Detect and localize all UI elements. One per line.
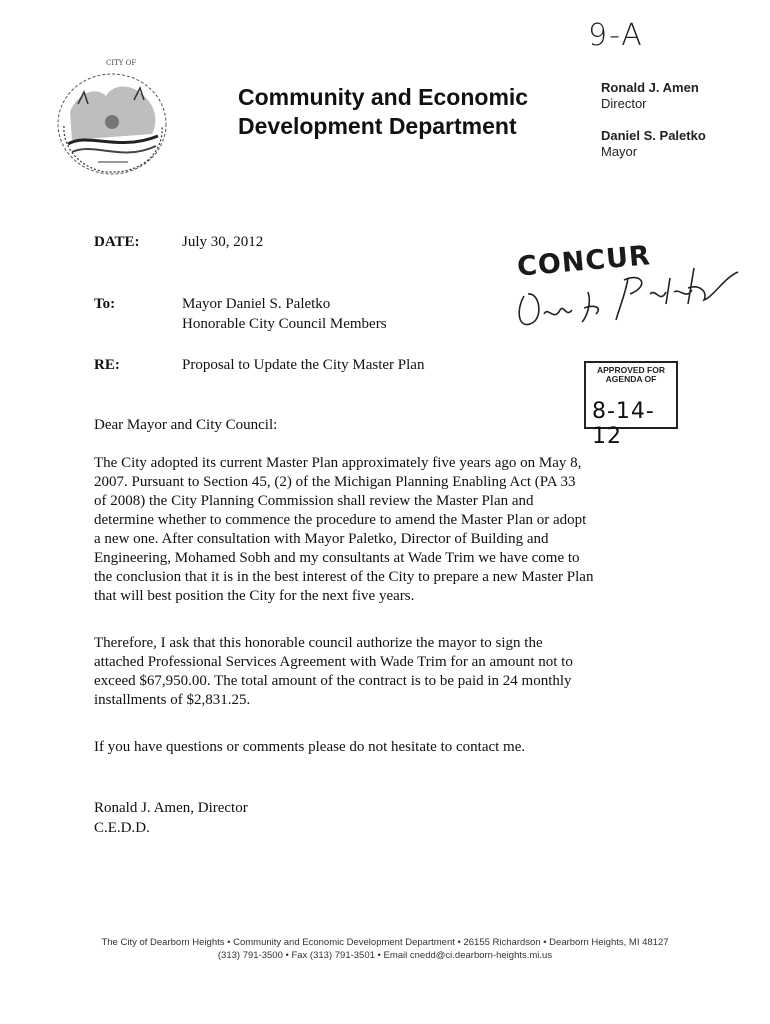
- closing-name: Ronald J. Amen, Director: [94, 800, 248, 816]
- paragraph-authorization: [94, 634, 694, 710]
- paragraph-line: Engineering, Mohamed Sobh and my consultants at Wade Trim we have come to: [94, 550, 580, 566]
- mayor-signature-icon: [510, 248, 750, 338]
- date-label: DATE:: [94, 234, 140, 250]
- to-line-council: Honorable City Council Members: [182, 316, 387, 332]
- approved-for-agenda-stamp: [584, 361, 678, 449]
- paragraph-contact: If you have questions or comments please do not hesitate to contact me.: [94, 739, 526, 755]
- paragraph-line: exceed $67,950.00. The total amount of the contract is to be paid in 24 monthly: [94, 673, 572, 689]
- closing-block: [94, 798, 248, 838]
- officials-block: [601, 80, 706, 160]
- approved-label-line2: AGENDA OF: [605, 374, 657, 384]
- salutation: Dear Mayor and City Council:: [94, 417, 278, 433]
- closing-org: C.E.D.D.: [94, 820, 150, 836]
- paragraph-line: installments of $2,831.25.: [94, 692, 251, 708]
- concur-stamp: CONCUR: [515, 240, 653, 283]
- to-label: To:: [94, 296, 116, 312]
- paragraph-line: of 2008) the City Planning Commission shall review the Master Plan and: [94, 493, 534, 509]
- to-recipients: [182, 294, 387, 334]
- department-title-line1: Community and Economic: [238, 84, 529, 110]
- approved-agenda-date: 8-14-12: [592, 399, 655, 449]
- page-number-handwritten: 9-A: [588, 18, 644, 53]
- approved-label-line1: APPROVED FOR: [596, 365, 665, 375]
- paragraph-master-plan: [94, 454, 694, 606]
- mayor-title: Mayor: [601, 144, 638, 159]
- footer-contact: (313) 791-3500 • Fax (313) 791-3501 • Email cnedd@ci.dearborn-heights.mi.us: [217, 950, 553, 961]
- city-seal-icon: [48, 52, 180, 184]
- re-label: RE:: [94, 357, 120, 373]
- paragraph-line: that will best position the City for the next five years.: [94, 588, 415, 604]
- paragraph-line: Therefore, I ask that this honorable council authorize the mayor to sign the: [94, 635, 543, 651]
- director-name: Ronald J. Amen: [601, 80, 699, 95]
- seal-caption: CITY OF: [106, 59, 137, 67]
- paragraph-line: The City adopted its current Master Plan approximately five years ago on May 8,: [94, 455, 582, 471]
- paragraph-line: 2007. Pursuant to Section 45, (2) of the Michigan Planning Enabling Act (PA 33: [94, 474, 576, 490]
- to-line-mayor: Mayor Daniel S. Paletko: [182, 296, 331, 312]
- mayor-name: Daniel S. Paletko: [601, 128, 706, 143]
- date-value: July 30, 2012: [182, 234, 264, 250]
- paragraph-line: attached Professional Services Agreement with Wade Trim for an amount not to: [94, 654, 573, 670]
- paragraph-line: a new one. After consultation with Mayor Paletko, Director of Building and: [94, 531, 549, 547]
- director-title: Director: [601, 96, 647, 111]
- paragraph-line: determine whether to commence the procedure to amend the Master Plan or adopt: [94, 512, 587, 528]
- re-subject: Proposal to Update the City Master Plan: [182, 357, 425, 373]
- page-footer: [30, 936, 740, 962]
- department-title: [238, 83, 528, 141]
- department-title-line2: Development Department: [238, 113, 517, 139]
- paragraph-line: the conclusion that it is in the best interest of the City to prepare a new Master Plan: [94, 569, 594, 585]
- footer-address: The City of Dearborn Heights • Community and Economic Development Department • 26155 Richardson • Dearborn Heights, MI 48127: [101, 937, 669, 948]
